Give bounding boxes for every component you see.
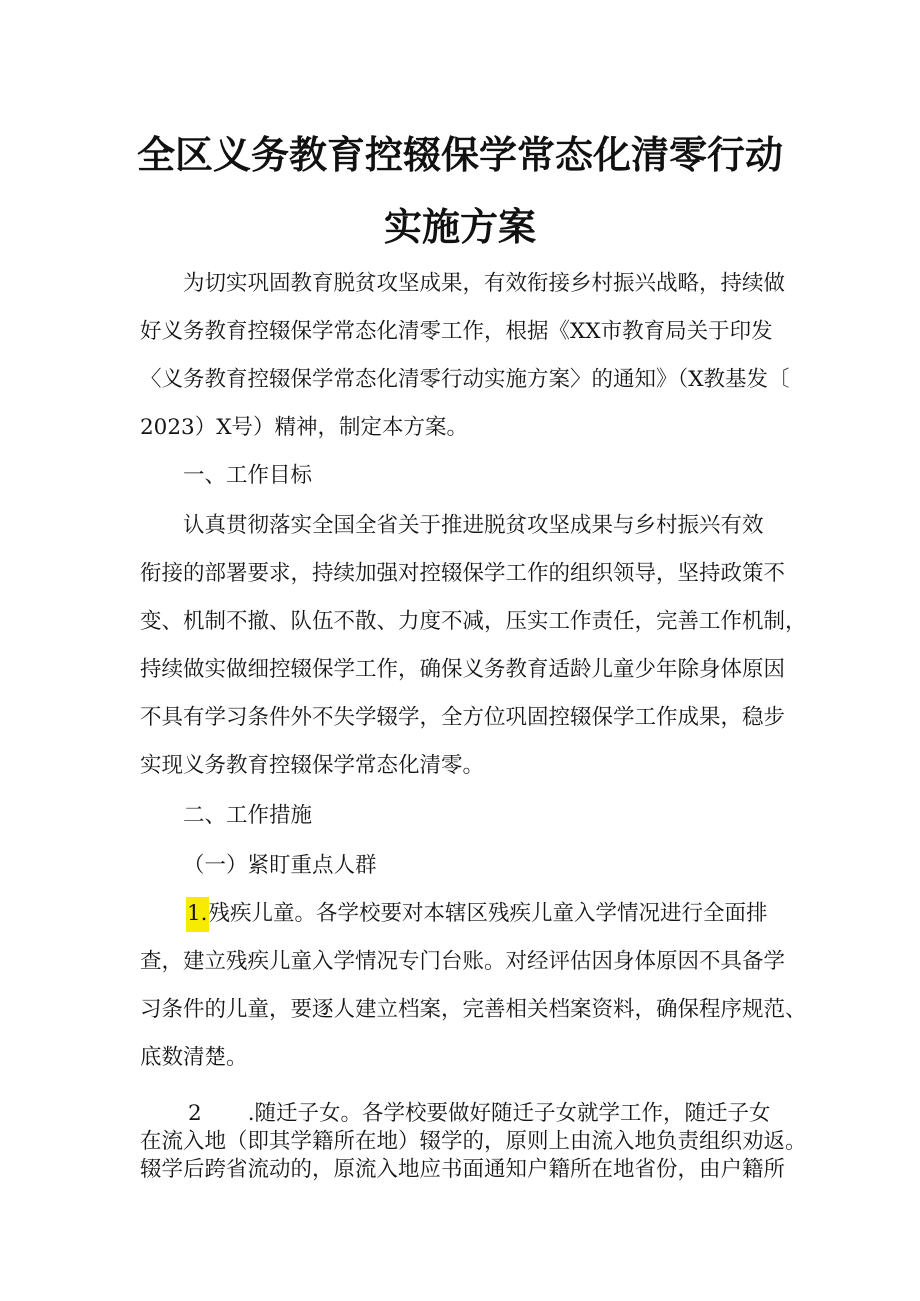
- section-1-line-5: 不具有学习条件外不失学辍学，全方位巩固控辍保学工作成果，稳步: [140, 705, 786, 730]
- item-1-line-3: 习条件的儿童，要逐人建立档案，完善相关档案资料，确保程序规范、: [140, 997, 807, 1022]
- section-1-heading: 一、工作目标: [183, 463, 313, 488]
- intro-line-2: 好义务教育控辍保学常态化清零工作，根据《XX市教育局关于印发: [140, 319, 773, 344]
- subsection-1-heading: （一）紧盯重点人群: [183, 853, 377, 878]
- section-1-line-4: 持续做实做细控辍保学工作，确保义务教育适龄儿童少年除身体原因: [140, 657, 786, 682]
- item-1-line-2: 查，建立残疾儿童入学情况专门台账。对经评估因身体原因不具备学: [140, 949, 786, 974]
- intro-line-1: 为切实巩固教育脱贫攻坚成果，有效衔接乡村振兴战略，持续做: [183, 271, 786, 296]
- item-2-line-1: [188, 1096, 771, 1127]
- intro-line-4: 2023）X号）精神，制定本方案。: [140, 415, 469, 440]
- document-title-line-2: 实施方案: [383, 205, 536, 249]
- item-1-line-1-text: 残疾儿童。各学校要对本辖区残疾儿童入学情况进行全面排: [208, 901, 768, 926]
- item-2-line-2: 在流入地（即其学籍所在地）辍学的，原则上由流入地负责组织劝返。: [140, 1129, 807, 1154]
- item-2-line-3: 辍学后跨省流动的，原流入地应书面通知户籍所在地省份，由户籍所: [140, 1157, 786, 1182]
- highlighted-item-number: 1.: [186, 897, 209, 932]
- item-1-line-1: [186, 896, 768, 927]
- section-2-heading: 二、工作措施: [183, 803, 313, 828]
- section-1-line-3: 变、机制不撤、队伍不散、力度不减，压实工作责任，完善工作机制，: [140, 609, 807, 634]
- section-1-line-2: 衔接的部署要求，持续加强对控辍保学工作的组织领导，坚持政策不: [140, 561, 786, 586]
- document-title-line-1: 全区义务教育控辍保学常态化清零行动: [136, 133, 783, 177]
- item-2-number: 2: [188, 1101, 202, 1126]
- item-1-line-4: 底数清楚。: [140, 1045, 248, 1070]
- intro-line-3: 〈义务教育控辍保学常态化清零行动实施方案〉的通知》（X教基发〔: [140, 367, 790, 392]
- section-1-line-6: 实现义务教育控辍保学常态化清零。: [140, 753, 485, 778]
- section-1-line-1: 认真贯彻落实全国全省关于推进脱贫攻坚成果与乡村振兴有效: [183, 513, 764, 538]
- item-2-line-1-text: .随迁子女。各学校要做好随迁子女就学工作，随迁子女: [247, 1101, 771, 1126]
